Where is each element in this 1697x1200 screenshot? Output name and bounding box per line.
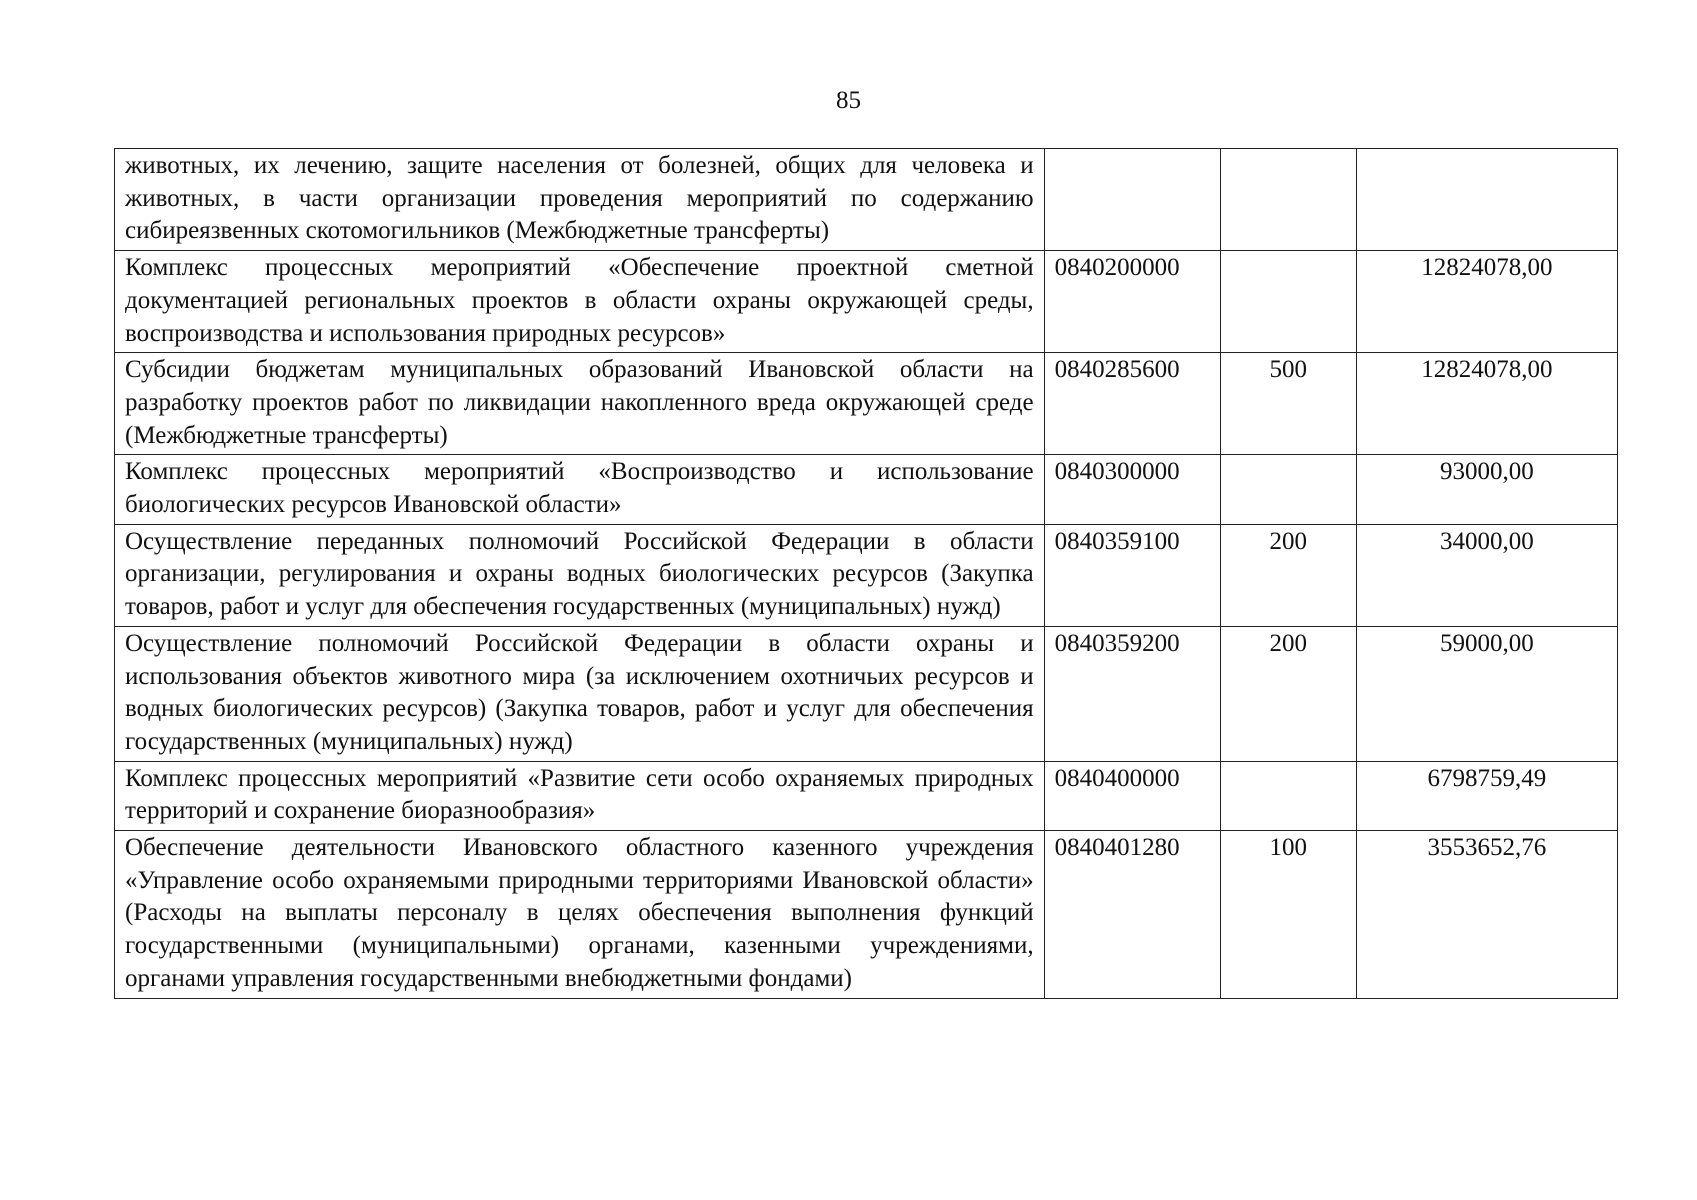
table-row: [115, 251, 1618, 353]
row-target-code: [1044, 149, 1220, 251]
row-expense-type: [1220, 251, 1356, 353]
row-target-code: 0840401280: [1044, 831, 1220, 999]
row-expense-type: [1220, 149, 1356, 251]
table-row: [115, 149, 1618, 251]
row-expense-type: 100: [1220, 831, 1356, 999]
row-amount: [1356, 149, 1617, 251]
row-description: Осуществление переданных полномочий Российской Федерации в области организации, регулирования и охраны водных биологических ресурсов (Закупка товаров, работ и услуг для обеспечения государственных (муниципальных) нужд): [115, 524, 1045, 626]
row-expense-type: [1220, 455, 1356, 524]
row-description: Обеспечение деятельности Ивановского областного казенного учреждения «Управление особо охраняемыми природными территориями Ивановской области» (Расходы на выплаты персоналу в целях обеспечения выполнения функций государственными (муниципальными) органами, казенными учреждениями, органами управления государственными внебюджетными фондами): [115, 831, 1045, 999]
table-row: [115, 761, 1618, 830]
table-row: [115, 455, 1618, 524]
row-amount: 59000,00: [1356, 626, 1617, 761]
row-expense-type: [1220, 761, 1356, 830]
row-target-code: 0840359200: [1044, 626, 1220, 761]
row-description: Комплекс процессных мероприятий «Развитие сети особо охраняемых природных территорий и сохранение биоразнообразия»: [115, 761, 1045, 830]
budget-table: [114, 148, 1618, 999]
row-amount: 3553652,76: [1356, 831, 1617, 999]
row-target-code: 0840400000: [1044, 761, 1220, 830]
page-number: 85: [836, 87, 861, 114]
row-amount: 93000,00: [1356, 455, 1617, 524]
row-amount: 12824078,00: [1356, 353, 1617, 455]
row-description: Осуществление полномочий Российской Федерации в области охраны и использования объектов животного мира (за исключением охотничьих ресурсов и водных биологических ресурсов) (Закупка товаров, работ и услуг для обеспечения государственных (муниципальных) нужд): [115, 626, 1045, 761]
row-description: Комплекс процессных мероприятий «Воспроизводство и использование биологических ресурсов Ивановской области»: [115, 455, 1045, 524]
row-amount: 6798759,49: [1356, 761, 1617, 830]
table-row: [115, 626, 1618, 761]
row-expense-type: 200: [1220, 524, 1356, 626]
row-description: Субсидии бюджетам муниципальных образований Ивановской области на разработку проектов работ по ликвидации накопленного вреда окружающей среде (Межбюджетные трансферты): [115, 353, 1045, 455]
row-target-code: 0840285600: [1044, 353, 1220, 455]
row-target-code: 0840200000: [1044, 251, 1220, 353]
row-expense-type: 200: [1220, 626, 1356, 761]
row-description: животных, их лечению, защите населения от болезней, общих для человека и животных, в части организации проведения мероприятий по содержанию сибиреязвенных скотомогильников (Межбюджетные трансферты): [115, 149, 1045, 251]
row-expense-type: 500: [1220, 353, 1356, 455]
table-row: [115, 353, 1618, 455]
row-target-code: 0840300000: [1044, 455, 1220, 524]
row-description: Комплекс процессных мероприятий «Обеспечение проектной сметной документацией региональных проектов в области охраны окружающей среды, воспроизводства и использования природных ресурсов»: [115, 251, 1045, 353]
row-amount: 34000,00: [1356, 524, 1617, 626]
row-target-code: 0840359100: [1044, 524, 1220, 626]
row-amount: 12824078,00: [1356, 251, 1617, 353]
table-row: [115, 831, 1618, 999]
table-row: [115, 524, 1618, 626]
